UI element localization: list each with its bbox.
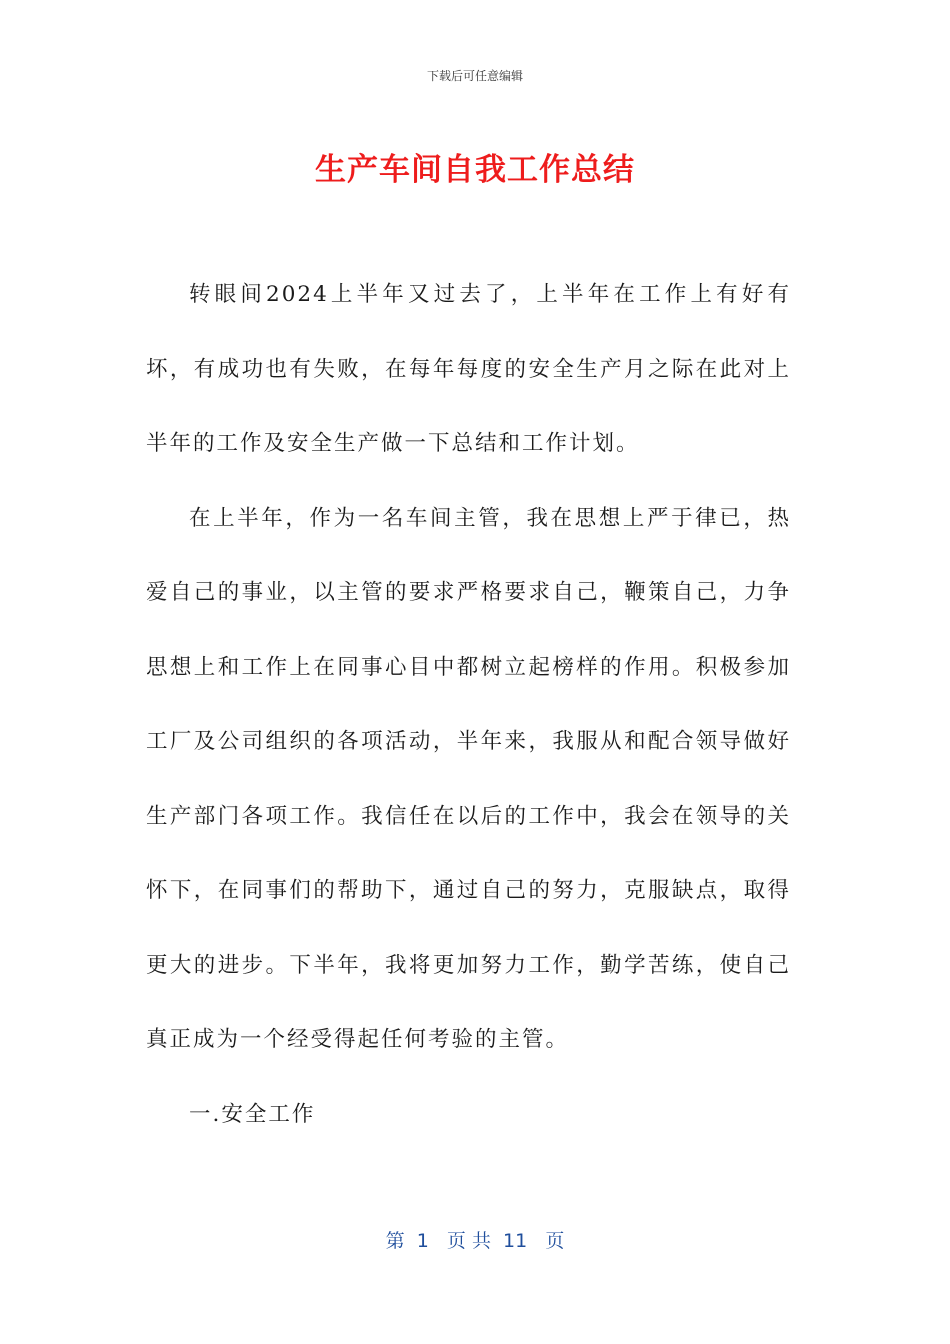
paragraph: 转眼间2024上半年又过去了，上半年在工作上有好有坏，有成功也有失败，在每年每度的安全生产月之际在此对上半年的工作及安全生产做一下总结和工作计划。 (146, 282, 791, 456)
document-title: 生产车间自我工作总结 (315, 152, 635, 188)
paragraph: 在上半年，作为一名车间主管，我在思想上严于律已，热爱自己的事业，以主管的要求严格要求自己，鞭策自己，力争思想上和工作上在同事心目中都树立起榜样的作用。积极参加工厂及公司组织的各项活动，半年来，我服从和配合领导做好生产部门各项工作。我信任在以后的工作中，我会在领导的关怀下，在同事们的帮助下，通过自己的努力，克服缺点，取得更大的进步。下半年，我将更加努力工作，勤学苦练，使自己真正成为一个经受得起任何考验的主管。 (146, 505, 791, 1052)
section-heading: 一.安全工作 (189, 1101, 316, 1127)
page-number-footer: 第 1 页 共 11 页 (385, 1230, 565, 1252)
document-body (146, 258, 791, 1152)
header-note: 下载后可任意编辑 (426, 69, 523, 83)
